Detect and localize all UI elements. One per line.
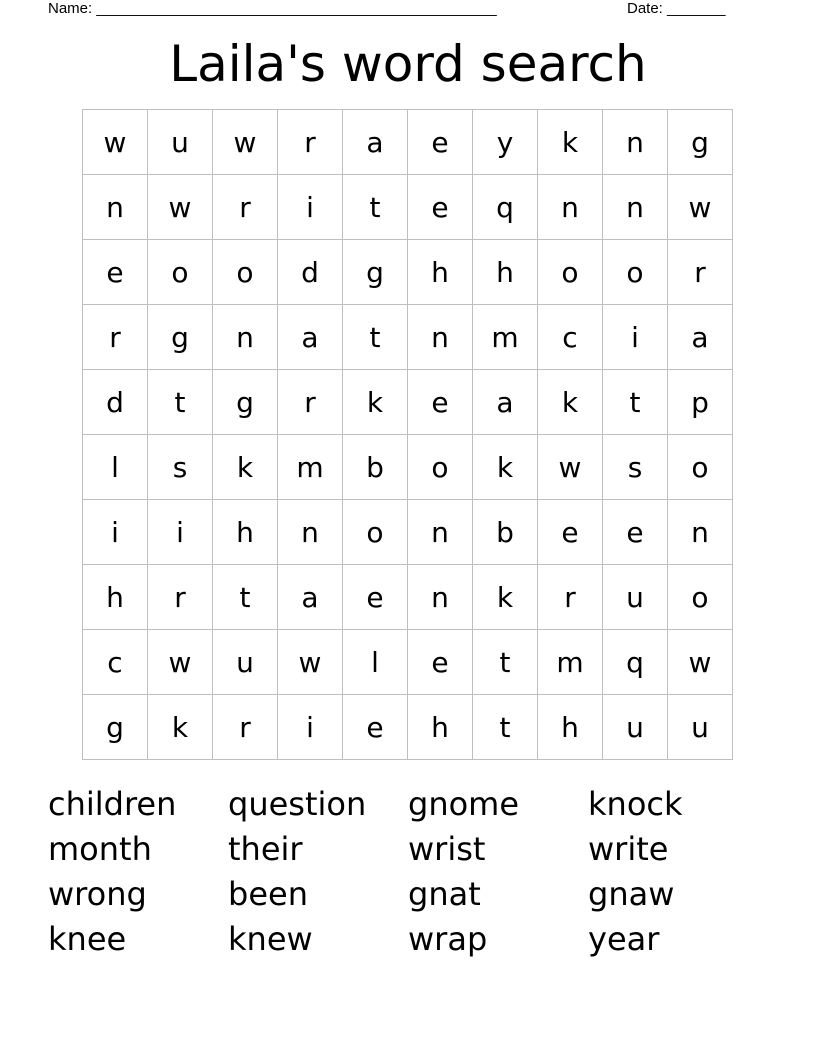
- grid-cell: n: [83, 175, 148, 240]
- grid-cell: n: [213, 305, 278, 370]
- grid-cell: q: [473, 175, 538, 240]
- grid-cell: r: [213, 695, 278, 760]
- grid-cell: g: [83, 695, 148, 760]
- grid-cell: i: [83, 500, 148, 565]
- word-list: [48, 782, 768, 962]
- grid-cell: t: [473, 630, 538, 695]
- grid-cell: h: [538, 695, 603, 760]
- grid-cell: e: [408, 175, 473, 240]
- grid-cell: k: [473, 435, 538, 500]
- grid-cell: a: [473, 370, 538, 435]
- grid-cell: q: [603, 630, 668, 695]
- grid-cell: a: [343, 110, 408, 175]
- grid-cell: w: [668, 175, 733, 240]
- letter-grid: [82, 109, 733, 760]
- worksheet-header: [48, 0, 748, 20]
- grid-cell: l: [83, 435, 148, 500]
- grid-cell: y: [473, 110, 538, 175]
- grid-cell: w: [148, 630, 213, 695]
- grid-cell: c: [83, 630, 148, 695]
- grid-cell: u: [603, 565, 668, 630]
- name-field-label: Name: ________________________________________________: [48, 0, 497, 17]
- grid-cell: e: [343, 695, 408, 760]
- grid-cell: h: [408, 695, 473, 760]
- grid-cell: k: [213, 435, 278, 500]
- grid-cell: e: [408, 110, 473, 175]
- grid-cell: e: [538, 500, 603, 565]
- grid-cell: o: [343, 500, 408, 565]
- grid-cell: t: [213, 565, 278, 630]
- grid-cell: i: [603, 305, 668, 370]
- grid-cell: g: [148, 305, 213, 370]
- grid-cell: e: [603, 500, 668, 565]
- grid-cell: o: [148, 240, 213, 305]
- grid-cell: n: [603, 110, 668, 175]
- grid-cell: u: [213, 630, 278, 695]
- grid-cell: o: [213, 240, 278, 305]
- grid-cell: l: [343, 630, 408, 695]
- word-list-item: year: [588, 920, 660, 958]
- grid-cell: a: [278, 565, 343, 630]
- word-list-item: write: [588, 830, 669, 868]
- grid-cell: i: [148, 500, 213, 565]
- grid-cell: b: [473, 500, 538, 565]
- grid-cell: u: [603, 695, 668, 760]
- word-list-item: children: [48, 785, 177, 823]
- grid-cell: d: [83, 370, 148, 435]
- grid-cell: r: [213, 175, 278, 240]
- grid-cell: n: [603, 175, 668, 240]
- grid-cell: r: [83, 305, 148, 370]
- word-list-item: knee: [48, 920, 127, 958]
- grid-cell: t: [343, 175, 408, 240]
- grid-cell: e: [408, 630, 473, 695]
- grid-cell: t: [343, 305, 408, 370]
- grid-cell: i: [278, 175, 343, 240]
- grid-cell: r: [538, 565, 603, 630]
- grid-cell: k: [538, 110, 603, 175]
- grid-cell: i: [278, 695, 343, 760]
- grid-cell: t: [603, 370, 668, 435]
- word-list-item: gnome: [408, 785, 520, 823]
- word-list-item: gnat: [408, 875, 481, 913]
- word-list-item: knock: [588, 785, 683, 823]
- word-list-item: knew: [228, 920, 313, 958]
- grid-cell: t: [148, 370, 213, 435]
- grid-cell: n: [408, 565, 473, 630]
- grid-cell: n: [278, 500, 343, 565]
- grid-cell: w: [538, 435, 603, 500]
- grid-cell: w: [668, 630, 733, 695]
- grid-cell: o: [668, 565, 733, 630]
- grid-cell: h: [83, 565, 148, 630]
- grid-cell: o: [668, 435, 733, 500]
- grid-cell: m: [538, 630, 603, 695]
- grid-cell: m: [278, 435, 343, 500]
- grid-cell: g: [343, 240, 408, 305]
- grid-cell: m: [473, 305, 538, 370]
- grid-cell: u: [148, 110, 213, 175]
- word-list-item: gnaw: [588, 875, 675, 913]
- grid-cell: o: [538, 240, 603, 305]
- grid-cell: p: [668, 370, 733, 435]
- grid-cell: e: [343, 565, 408, 630]
- grid-cell: g: [668, 110, 733, 175]
- grid-cell: s: [148, 435, 213, 500]
- grid-cell: g: [213, 370, 278, 435]
- grid-cell: n: [408, 500, 473, 565]
- grid-cell: h: [408, 240, 473, 305]
- grid-cell: h: [213, 500, 278, 565]
- grid-cell: w: [213, 110, 278, 175]
- word-list-item: wrap: [408, 920, 488, 958]
- grid-cell: r: [278, 370, 343, 435]
- word-list-item: wrong: [48, 875, 147, 913]
- grid-cell: t: [473, 695, 538, 760]
- date-field-label: Date: _______: [627, 0, 726, 17]
- grid-cell: n: [668, 500, 733, 565]
- grid-cell: s: [603, 435, 668, 500]
- grid-cell: r: [278, 110, 343, 175]
- word-list-item: been: [228, 875, 308, 913]
- grid-cell: a: [668, 305, 733, 370]
- grid-cell: k: [538, 370, 603, 435]
- grid-cell: e: [83, 240, 148, 305]
- word-list-item: question: [228, 785, 367, 823]
- grid-cell: r: [668, 240, 733, 305]
- grid-cell: h: [473, 240, 538, 305]
- grid-cell: c: [538, 305, 603, 370]
- word-list-item: month: [48, 830, 152, 868]
- grid-cell: n: [538, 175, 603, 240]
- grid-cell: n: [408, 305, 473, 370]
- grid-cell: a: [278, 305, 343, 370]
- grid-cell: u: [668, 695, 733, 760]
- grid-cell: e: [408, 370, 473, 435]
- grid-cell: w: [83, 110, 148, 175]
- grid-cell: w: [148, 175, 213, 240]
- word-list-item: their: [228, 830, 303, 868]
- grid-cell: d: [278, 240, 343, 305]
- page-title: Laila's word search: [169, 35, 647, 93]
- grid-cell: o: [603, 240, 668, 305]
- grid-cell: k: [473, 565, 538, 630]
- grid-cell: r: [148, 565, 213, 630]
- word-list-item: wrist: [408, 830, 486, 868]
- grid-cell: k: [148, 695, 213, 760]
- grid-cell: o: [408, 435, 473, 500]
- grid-cell: k: [343, 370, 408, 435]
- grid-cell: w: [278, 630, 343, 695]
- grid-cell: b: [343, 435, 408, 500]
